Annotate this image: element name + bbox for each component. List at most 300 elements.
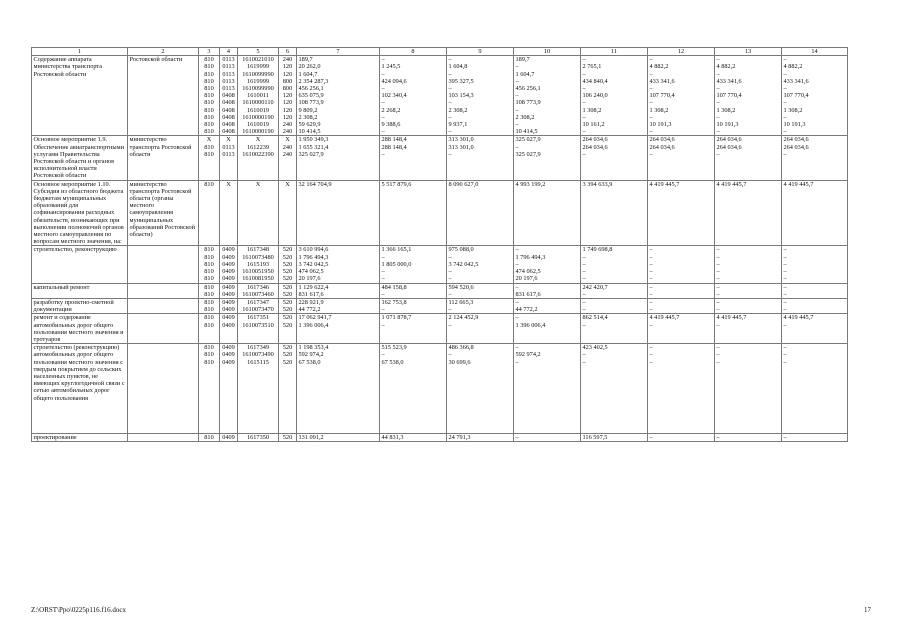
cell-line: – bbox=[381, 351, 385, 359]
value-cell bbox=[514, 246, 581, 283]
cell-line: – bbox=[716, 283, 720, 291]
cell-line: 325 027,9 bbox=[515, 150, 541, 158]
column-header: 13 bbox=[715, 48, 782, 56]
cell-line: – bbox=[716, 246, 720, 254]
cell-line: 107 770,4 bbox=[783, 92, 809, 100]
cell-line: 0409 bbox=[222, 290, 235, 298]
cell-line: – bbox=[783, 260, 787, 268]
cell-line: 520 bbox=[282, 306, 293, 314]
cell-line: 4 882,2 bbox=[649, 63, 669, 71]
cell-line: 800 bbox=[282, 85, 293, 93]
cell-line: 313 301,0 bbox=[448, 136, 474, 144]
value-cell bbox=[380, 180, 447, 246]
cell-line: 1 396 006,4 bbox=[298, 321, 329, 329]
executor bbox=[128, 298, 199, 313]
cell-line: 862 514,4 bbox=[582, 314, 608, 322]
cell-line: 3 742 042,5 bbox=[298, 260, 329, 268]
cell-line: – bbox=[783, 351, 787, 359]
value-cell bbox=[715, 283, 782, 298]
page-number: 17 bbox=[864, 606, 871, 614]
cell-line: 1610073470 bbox=[242, 306, 274, 314]
cell-line: 1610073480 bbox=[242, 253, 274, 261]
cell-line: – bbox=[716, 56, 720, 64]
cell-line: – bbox=[649, 275, 653, 283]
cell-line: – bbox=[716, 150, 720, 158]
cell-line: – bbox=[381, 113, 385, 121]
value-cell bbox=[279, 56, 297, 136]
measure-name: разработку проектно-сметной документации bbox=[32, 298, 128, 313]
cell-line: – bbox=[716, 113, 720, 121]
cell-line: 1 805 000,0 bbox=[381, 260, 412, 268]
cell-line: – bbox=[381, 275, 385, 283]
value-cell bbox=[514, 314, 581, 344]
value-cell bbox=[715, 344, 782, 434]
value-cell bbox=[297, 298, 380, 313]
cell-line: 1 604,7 bbox=[298, 70, 318, 78]
cell-line: 4 419 445,7 bbox=[783, 314, 814, 322]
cell-line: – bbox=[515, 121, 519, 129]
cell-line: – bbox=[448, 56, 452, 64]
cell-line: 1610081950 bbox=[242, 275, 274, 283]
cell-line: 1610011 bbox=[247, 92, 269, 100]
column-header: 9 bbox=[447, 48, 514, 56]
executor bbox=[128, 434, 199, 442]
cell-line: 44 772,2 bbox=[298, 306, 321, 314]
cell-line: 112 665,3 bbox=[448, 298, 474, 306]
value-cell bbox=[447, 314, 514, 344]
cell-line: 228 921,9 bbox=[298, 298, 324, 306]
cell-line: 810 bbox=[204, 180, 214, 188]
cell-line: 30 699,6 bbox=[448, 358, 471, 366]
table-row bbox=[32, 136, 848, 180]
cell-line: 520 bbox=[282, 290, 293, 298]
cell-line: 520 bbox=[282, 260, 293, 268]
cell-line: 0113 bbox=[222, 77, 235, 85]
cell-line: – bbox=[448, 113, 452, 121]
value-cell bbox=[581, 56, 648, 136]
cell-line: 264 034,6 bbox=[716, 143, 742, 151]
cell-line: 520 bbox=[282, 358, 293, 366]
cell-line: 395 327,5 bbox=[448, 77, 474, 85]
cell-line: 0409 bbox=[222, 321, 235, 329]
cell-line: 810 bbox=[204, 143, 214, 151]
cell-line: 1617348 bbox=[246, 246, 270, 254]
cell-line: 1617346 bbox=[246, 283, 270, 291]
cell-line: – bbox=[448, 70, 452, 78]
cell-line: 0409 bbox=[222, 434, 235, 442]
table-row bbox=[32, 434, 848, 442]
cell-line: – bbox=[649, 246, 653, 254]
cell-line: 810 bbox=[204, 99, 214, 107]
cell-line: 0409 bbox=[222, 344, 235, 352]
cell-line: 831 617,6 bbox=[298, 290, 324, 298]
table-row bbox=[32, 298, 848, 313]
cell-line: 131 091,2 bbox=[298, 434, 324, 442]
value-cell bbox=[238, 344, 279, 434]
cell-line: 594 520,6 bbox=[448, 283, 474, 291]
cell-line: 474 062,5 bbox=[515, 268, 541, 276]
cell-line: – bbox=[381, 128, 385, 136]
value-cell bbox=[199, 180, 220, 246]
cell-line: – bbox=[649, 128, 653, 136]
cell-line: – bbox=[716, 306, 720, 314]
cell-line: – bbox=[448, 128, 452, 136]
cell-line: 1 308,2 bbox=[783, 106, 803, 114]
cell-line: – bbox=[582, 351, 586, 359]
cell-line: 520 bbox=[282, 314, 293, 322]
value-cell bbox=[447, 56, 514, 136]
cell-line: 810 bbox=[204, 298, 214, 306]
cell-line: 4 419 445,7 bbox=[649, 314, 680, 322]
cell-line: 264 034,6 bbox=[783, 143, 809, 151]
cell-line: 120 bbox=[282, 99, 293, 107]
value-cell bbox=[297, 56, 380, 136]
cell-line: – bbox=[783, 99, 787, 107]
value-cell bbox=[199, 56, 220, 136]
value-cell bbox=[380, 56, 447, 136]
value-cell bbox=[447, 283, 514, 298]
column-header: 11 bbox=[581, 48, 648, 56]
cell-line: 424 094,6 bbox=[381, 77, 407, 85]
cell-line: 67 538,0 bbox=[381, 358, 404, 366]
value-cell bbox=[380, 283, 447, 298]
value-cell bbox=[238, 314, 279, 344]
cell-line: – bbox=[783, 306, 787, 314]
cell-line: 1 655 321,4 bbox=[298, 143, 329, 151]
cell-line: 2 308,2 bbox=[298, 113, 318, 121]
table-row bbox=[32, 180, 848, 246]
value-cell bbox=[648, 314, 715, 344]
cell-line: X bbox=[255, 180, 261, 188]
value-cell bbox=[715, 180, 782, 246]
cell-line: 474 062,5 bbox=[298, 268, 324, 276]
value-cell bbox=[297, 314, 380, 344]
cell-line: – bbox=[716, 434, 720, 442]
value-cell bbox=[447, 344, 514, 434]
cell-line: – bbox=[582, 150, 586, 158]
cell-line: 635 075,9 bbox=[298, 92, 324, 100]
cell-line: – bbox=[783, 358, 787, 366]
cell-line: 240 bbox=[282, 143, 293, 151]
cell-line: 810 bbox=[204, 344, 214, 352]
cell-line: – bbox=[783, 70, 787, 78]
value-cell bbox=[715, 56, 782, 136]
cell-line: 4 419 445,7 bbox=[716, 314, 747, 322]
value-cell bbox=[715, 314, 782, 344]
cell-line: 9 937,1 bbox=[448, 121, 468, 129]
cell-line: – bbox=[448, 290, 452, 298]
cell-line: 810 bbox=[204, 150, 214, 158]
cell-line: 486 366,8 bbox=[448, 344, 474, 352]
cell-line: 810 bbox=[204, 70, 214, 78]
cell-line: 1617349 bbox=[246, 344, 270, 352]
cell-line: 0409 bbox=[222, 260, 235, 268]
cell-line: 0409 bbox=[222, 268, 235, 276]
value-cell bbox=[514, 283, 581, 298]
cell-line: – bbox=[783, 246, 787, 254]
cell-line: – bbox=[716, 128, 720, 136]
cell-line: – bbox=[649, 268, 653, 276]
cell-line: – bbox=[448, 275, 452, 283]
cell-line: – bbox=[716, 268, 720, 276]
cell-line: 120 bbox=[282, 106, 293, 114]
cell-line: – bbox=[381, 99, 385, 107]
value-cell bbox=[279, 283, 297, 298]
value-cell bbox=[581, 344, 648, 434]
cell-line: 810 bbox=[204, 92, 214, 100]
cell-line: – bbox=[649, 253, 653, 261]
value-cell bbox=[380, 298, 447, 313]
table-row bbox=[32, 344, 848, 434]
column-header: 10 bbox=[514, 48, 581, 56]
value-cell bbox=[220, 283, 238, 298]
value-cell bbox=[648, 56, 715, 136]
column-header: 2 bbox=[128, 48, 199, 56]
cell-line: 810 bbox=[204, 268, 214, 276]
cell-line: 240 bbox=[282, 128, 293, 136]
cell-line: – bbox=[716, 290, 720, 298]
value-cell bbox=[782, 136, 848, 180]
cell-line: 3 610 994,6 bbox=[298, 246, 329, 254]
cell-line: – bbox=[783, 298, 787, 306]
cell-line: 264 034,6 bbox=[649, 136, 675, 144]
cell-line: 1615115 bbox=[247, 358, 269, 366]
cell-line: – bbox=[515, 298, 519, 306]
executor bbox=[128, 283, 199, 298]
value-cell bbox=[782, 56, 848, 136]
cell-line: 1 308,2 bbox=[716, 106, 736, 114]
cell-line: 1615193 bbox=[246, 260, 270, 268]
column-header: 3 bbox=[199, 48, 220, 56]
cell-line: 520 bbox=[282, 253, 293, 261]
cell-line: 1610073460 bbox=[242, 290, 274, 298]
cell-line: 520 bbox=[282, 298, 293, 306]
cell-line: 810 bbox=[204, 253, 214, 261]
cell-line: 107 770,4 bbox=[716, 92, 742, 100]
cell-line: 2 268,2 bbox=[381, 106, 401, 114]
cell-line: – bbox=[783, 434, 787, 442]
cell-line: 810 bbox=[204, 121, 214, 129]
cell-line: 120 bbox=[282, 63, 293, 71]
cell-line: 1 604,7 bbox=[515, 70, 535, 78]
value-cell bbox=[782, 246, 848, 283]
measure-name: Основное мероприятие 1.10. Субсидия из областного бюджета бюджетам муниципальных образований для софинансирования расходных обязательств, возникающих при выполнении полномочий органов местного самоуправления по вопросам местного значения, на: bbox=[32, 180, 128, 246]
cell-line: – bbox=[783, 253, 787, 261]
cell-line: 1610073490 bbox=[242, 351, 274, 359]
cell-line: 1 308,2 bbox=[649, 106, 669, 114]
cell-line: 1610019 bbox=[246, 121, 270, 129]
value-cell bbox=[380, 314, 447, 344]
value-cell bbox=[220, 298, 238, 313]
cell-line: 1 796 494,3 bbox=[298, 253, 329, 261]
cell-line: – bbox=[582, 260, 586, 268]
cell-line: 0409 bbox=[222, 314, 235, 322]
cell-line: 20 197,6 bbox=[298, 275, 321, 283]
cell-line: 108 773,9 bbox=[515, 99, 541, 107]
cell-line: 831 617,6 bbox=[515, 290, 541, 298]
cell-line: 0408 bbox=[222, 128, 235, 136]
cell-line: – bbox=[582, 113, 586, 121]
cell-line: 0409 bbox=[222, 306, 235, 314]
cell-line: – bbox=[783, 283, 787, 291]
cell-line: – bbox=[783, 344, 787, 352]
value-cell bbox=[581, 246, 648, 283]
cell-line: 44 831,3 bbox=[381, 434, 404, 442]
value-cell bbox=[297, 136, 380, 180]
cell-line: – bbox=[582, 253, 586, 261]
value-cell bbox=[715, 298, 782, 313]
value-cell bbox=[238, 56, 279, 136]
cell-line: – bbox=[515, 434, 519, 442]
cell-line: 0409 bbox=[222, 298, 235, 306]
cell-line: – bbox=[783, 128, 787, 136]
cell-line: 520 bbox=[282, 434, 293, 442]
cell-line: 0113 bbox=[222, 85, 235, 93]
executor: министерство транспорта Ростовской области bbox=[128, 136, 199, 180]
cell-line: 0113 bbox=[222, 150, 235, 158]
cell-line: X bbox=[255, 136, 261, 144]
cell-line: 1610022390 bbox=[242, 150, 274, 158]
cell-line: 433 341,6 bbox=[649, 77, 675, 85]
cell-line: 1 129 622,4 bbox=[298, 283, 329, 291]
cell-line: 592 974,2 bbox=[298, 351, 324, 359]
cell-line: – bbox=[649, 113, 653, 121]
cell-line: – bbox=[649, 321, 653, 329]
cell-line: 0409 bbox=[222, 275, 235, 283]
table-row bbox=[32, 56, 848, 136]
cell-line: X bbox=[285, 136, 290, 144]
cell-line: 1 366 165,1 bbox=[381, 246, 412, 254]
cell-line: – bbox=[381, 290, 385, 298]
cell-line: 456 256,1 bbox=[298, 85, 324, 93]
cell-line: – bbox=[515, 92, 519, 100]
cell-line: 484 158,8 bbox=[381, 283, 407, 291]
cell-line: 264 034,6 bbox=[582, 136, 608, 144]
executor bbox=[128, 246, 199, 283]
value-cell bbox=[279, 344, 297, 434]
cell-line: – bbox=[716, 298, 720, 306]
value-cell bbox=[220, 136, 238, 180]
cell-line: 975 088,0 bbox=[448, 246, 474, 254]
cell-line: – bbox=[716, 351, 720, 359]
cell-line: 810 bbox=[204, 77, 214, 85]
cell-line: 4 419 445,7 bbox=[649, 180, 680, 188]
value-cell bbox=[514, 298, 581, 313]
cell-line: 810 bbox=[204, 106, 214, 114]
cell-line: 1610099990 bbox=[242, 85, 274, 93]
column-header: 4 bbox=[220, 48, 238, 56]
value-cell bbox=[782, 434, 848, 442]
cell-line: – bbox=[649, 260, 653, 268]
value-cell bbox=[238, 298, 279, 313]
cell-line: 4 419 445,7 bbox=[783, 180, 814, 188]
measure-name: ремонт и содержание автомобильных дорог общего пользования местного значения и тротуаров bbox=[32, 314, 128, 344]
header-row bbox=[32, 48, 848, 56]
cell-line: – bbox=[515, 283, 519, 291]
cell-line: – bbox=[448, 253, 452, 261]
cell-line: – bbox=[515, 246, 519, 254]
cell-line: 433 341,6 bbox=[716, 77, 742, 85]
value-cell bbox=[782, 298, 848, 313]
measure-name: проектирование bbox=[32, 434, 128, 442]
column-header: 5 bbox=[238, 48, 279, 56]
cell-line: 423 402,5 bbox=[582, 344, 608, 352]
cell-line: – bbox=[448, 306, 452, 314]
cell-line: – bbox=[582, 290, 586, 298]
cell-line: 434 840,4 bbox=[582, 77, 608, 85]
cell-line: 1617350 bbox=[246, 434, 270, 442]
cell-line: X bbox=[206, 136, 212, 144]
cell-line: – bbox=[716, 260, 720, 268]
cell-line: 264 034,6 bbox=[649, 143, 675, 151]
value-cell bbox=[648, 180, 715, 246]
value-cell bbox=[238, 434, 279, 442]
value-cell bbox=[279, 246, 297, 283]
cell-line: 1610099990 bbox=[242, 70, 274, 78]
cell-line: 0409 bbox=[222, 283, 235, 291]
measure-name: Содержание аппарата министерства транспорта Ростовской области bbox=[32, 56, 128, 136]
cell-line: – bbox=[582, 298, 586, 306]
cell-line: 10 191,3 bbox=[716, 121, 739, 129]
cell-line: 810 bbox=[204, 63, 214, 71]
cell-line: 433 341,6 bbox=[783, 77, 809, 85]
cell-line: 4 993 199,2 bbox=[515, 180, 546, 188]
cell-line: 32 164 704,9 bbox=[298, 180, 332, 188]
value-cell bbox=[782, 283, 848, 298]
cell-line: 4 882,2 bbox=[783, 63, 803, 71]
value-cell bbox=[648, 283, 715, 298]
cell-line: – bbox=[716, 70, 720, 78]
value-cell bbox=[220, 56, 238, 136]
column-header: 6 bbox=[279, 48, 297, 56]
cell-line: 520 bbox=[282, 344, 293, 352]
value-cell bbox=[648, 136, 715, 180]
cell-line: 325 027,9 bbox=[515, 136, 541, 144]
cell-line: – bbox=[448, 85, 452, 93]
cell-line: 0408 bbox=[222, 99, 235, 107]
value-cell bbox=[297, 434, 380, 442]
cell-line: 810 bbox=[204, 290, 214, 298]
cell-line: 120 bbox=[282, 113, 293, 121]
cell-line: – bbox=[448, 268, 452, 276]
value-cell bbox=[447, 180, 514, 246]
column-header: 12 bbox=[648, 48, 715, 56]
cell-line: 8 090 627,0 bbox=[448, 180, 479, 188]
value-cell bbox=[238, 136, 279, 180]
cell-line: 24 791,3 bbox=[448, 434, 471, 442]
value-cell bbox=[380, 136, 447, 180]
cell-line: 0113 bbox=[222, 56, 235, 64]
cell-line: 1610051950 bbox=[242, 268, 274, 276]
cell-line: 0409 bbox=[222, 246, 235, 254]
value-cell bbox=[199, 434, 220, 442]
value-cell bbox=[238, 246, 279, 283]
cell-line: – bbox=[582, 56, 586, 64]
cell-line: 120 bbox=[282, 92, 293, 100]
value-cell bbox=[447, 136, 514, 180]
value-cell bbox=[447, 298, 514, 313]
cell-line: – bbox=[448, 351, 452, 359]
cell-line: 264 034,6 bbox=[582, 143, 608, 151]
cell-line: 456 256,1 bbox=[515, 85, 541, 93]
cell-line: 810 bbox=[204, 351, 214, 359]
cell-line: 3 394 633,9 bbox=[582, 180, 613, 188]
cell-line: 1 308,2 bbox=[582, 106, 602, 114]
value-cell bbox=[297, 246, 380, 283]
value-cell bbox=[648, 344, 715, 434]
value-cell bbox=[715, 434, 782, 442]
column-header: 8 bbox=[380, 48, 447, 56]
